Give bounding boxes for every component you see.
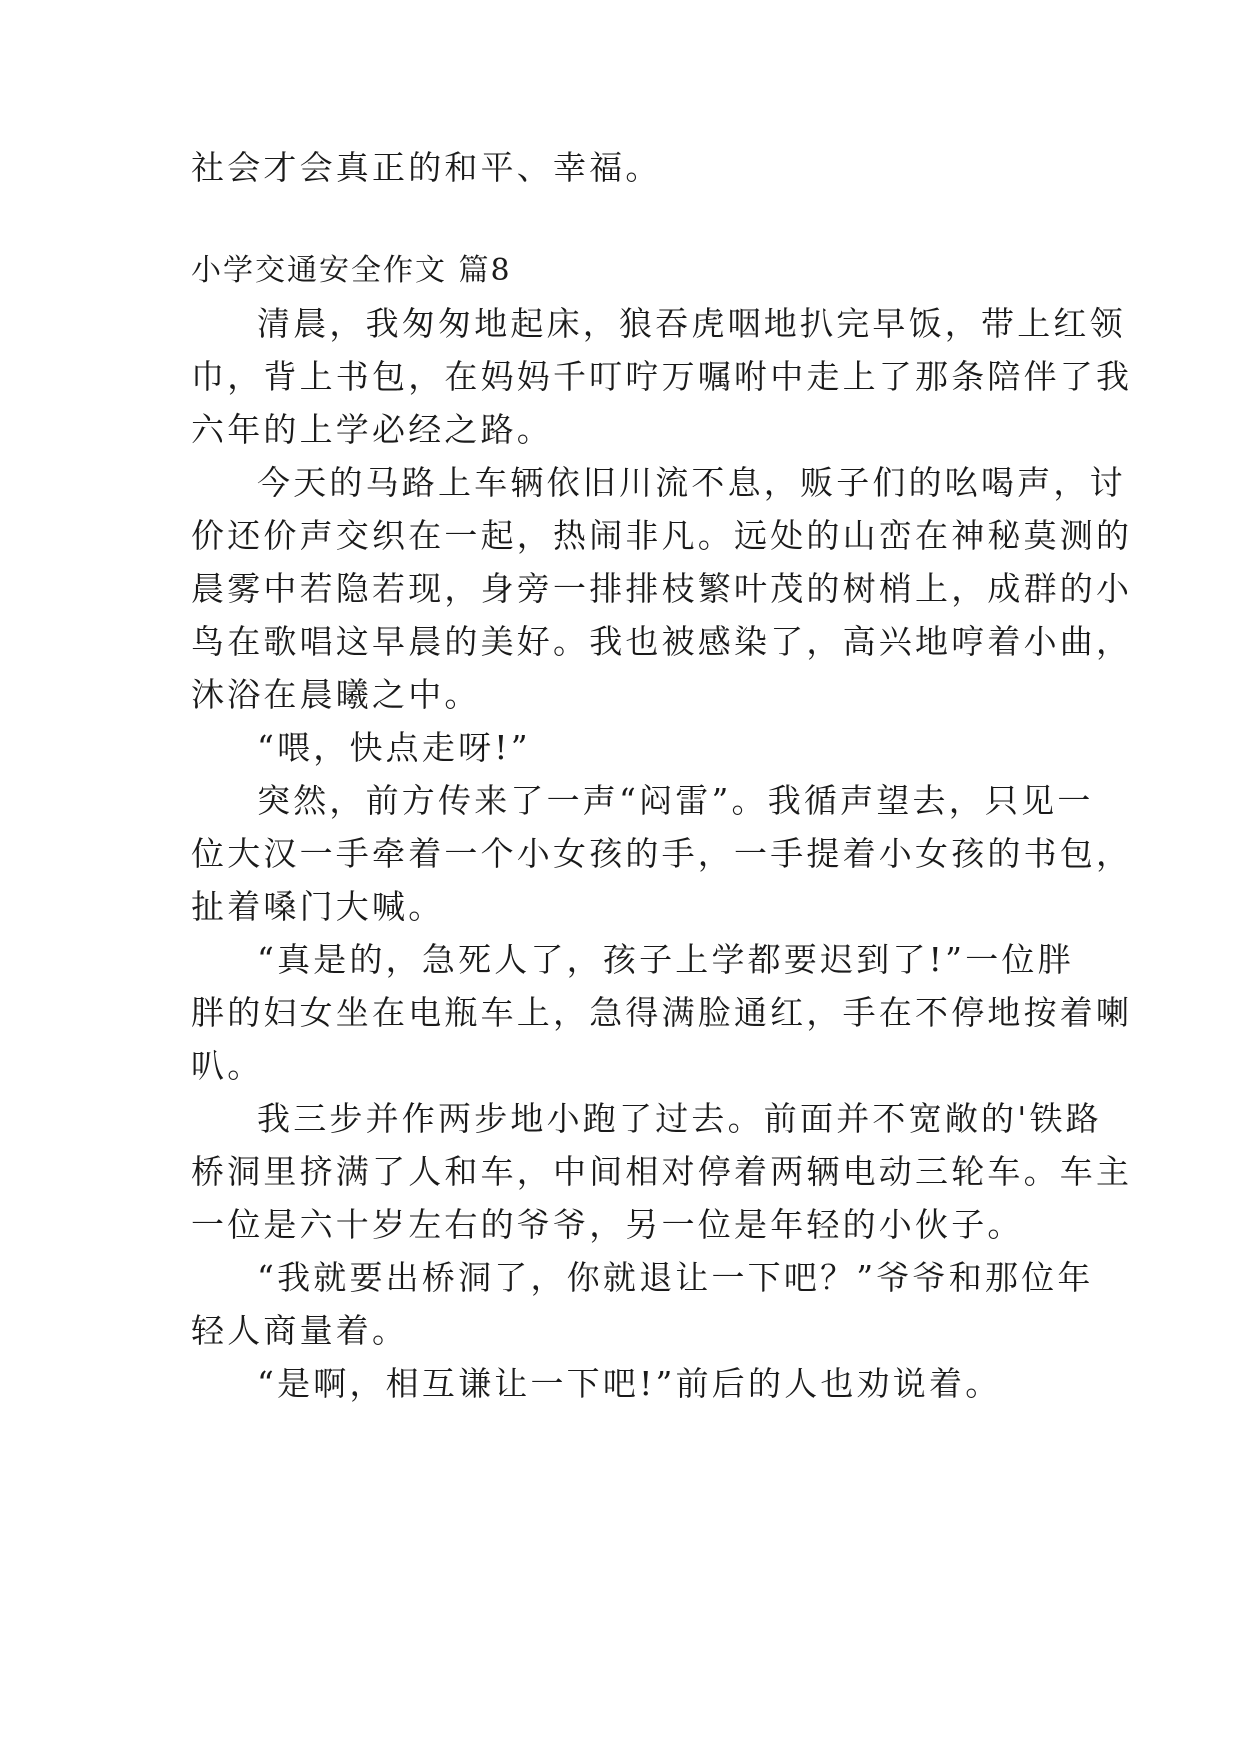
paragraph-line: “喂，快点走呀!” [257,728,531,767]
paragraph-line: “我就要出桥洞了，你就退让一下吧？”爷爷和那位年 [257,1258,1094,1297]
paragraph-line: 一位是六十岁左右的爷爷，另一位是年轻的小伙子。 [191,1205,1024,1244]
paragraph-line: 今天的马路上车辆依旧川流不息，贩子们的吆喝声，讨 [257,463,1126,502]
paragraph-line: 价还价声交织在一起，热闹非凡。远处的山峦在神秘莫测的 [191,516,1133,555]
paragraph-line: “是啊，相互谦让一下吧!”前后的人也劝说着。 [257,1364,1002,1403]
paragraph-line: 晨雾中若隐若现，身旁一排排枝繁叶茂的树梢上，成群的小 [191,569,1133,608]
paragraph-line: 桥洞里挤满了人和车，中间相对停着两辆电动三轮车。车主 [191,1152,1133,1191]
paragraph-line: 巾，背上书包，在妈妈千叮咛万嘱咐中走上了那条陪伴了我 [191,357,1133,396]
paragraph-line: 轻人商量着。 [191,1311,409,1350]
paragraph-line: “真是的，急死人了，孩子上学都要迟到了!”一位胖 [257,940,1074,979]
paragraph-line: 扯着嗓门大喊。 [191,887,445,926]
paragraph-line: 社会才会真正的和平、幸福。 [191,148,662,187]
paragraph-line: 位大汉一手牵着一个小女孩的手，一手提着小女孩的书包， [191,834,1133,873]
paragraph-line: 叭。 [191,1046,264,1085]
paragraph-line: 清晨，我匆匆地起床，狼吞虎咽地扒完早饭，带上红领 [257,304,1126,343]
paragraph-line: 六年的上学必经之路。 [191,410,553,449]
paragraph-line: 沐浴在晨曦之中。 [191,675,481,714]
paragraph-line: 鸟在歌唱这早晨的美好。我也被感染了，高兴地哼着小曲， [191,622,1133,661]
paragraph-line: 胖的妇女坐在电瓶车上，急得满脸通红，手在不停地按着喇 [191,993,1133,1032]
paragraph-line: 我三步并作两步地小跑了过去。前面并不宽敞的'铁路 [257,1099,1102,1138]
section-heading: 小学交通安全作文 篇8 [191,253,512,288]
paragraph-line: 突然，前方传来了一声“闷雷”。我循声望去，只见一 [257,781,1094,820]
